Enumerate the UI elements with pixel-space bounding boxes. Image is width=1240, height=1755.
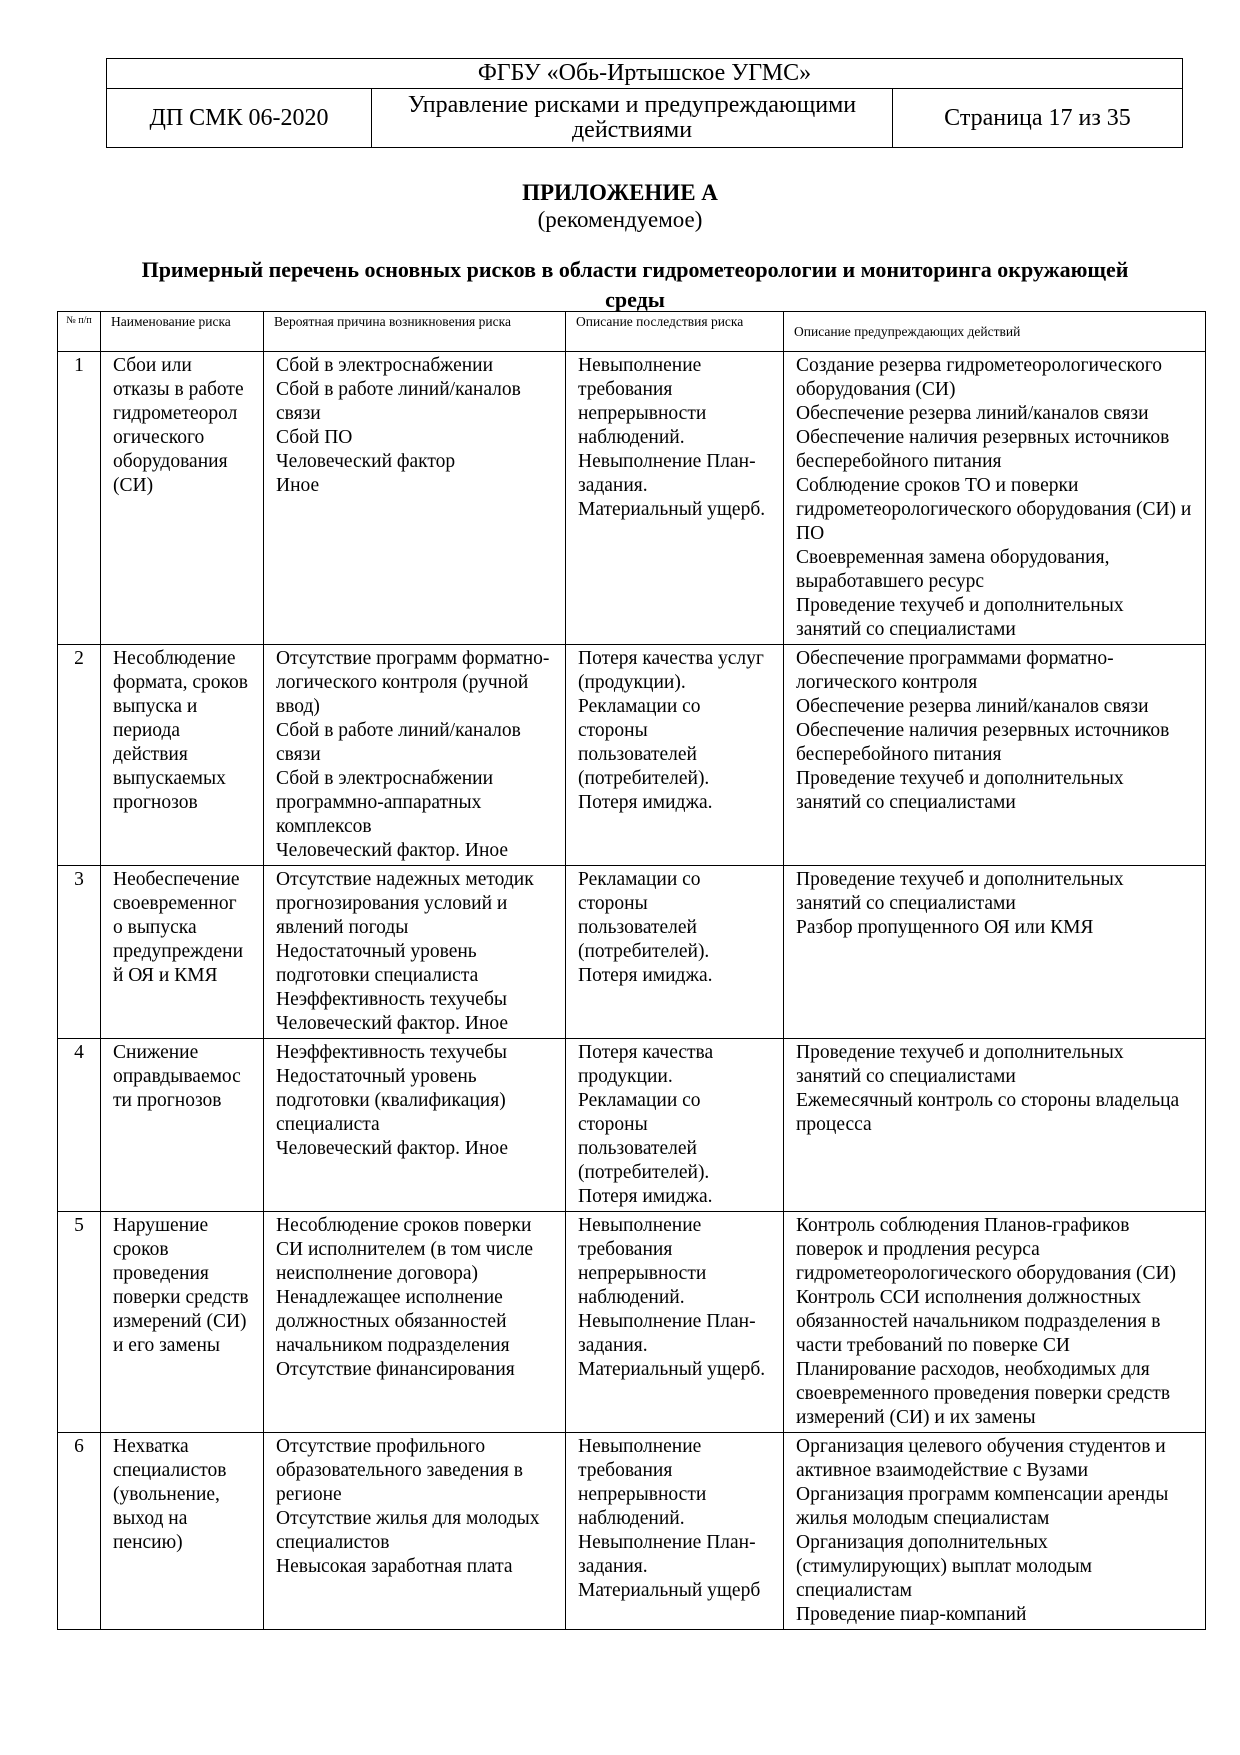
consequence-item: Материальный ущерб.	[578, 499, 766, 520]
consequence-item: Материальный ущерб.	[578, 1359, 766, 1380]
consequence-item: Материальный ущерб	[578, 1580, 761, 1601]
cause-item: Отсутствие финансирования	[276, 1359, 515, 1380]
cause-item: Отсутствие жилья для молодых специалистов	[276, 1508, 540, 1553]
document-header	[106, 58, 1183, 148]
table-header-row	[58, 312, 1206, 352]
action-item: Планирование расходов, необходимых для своевременного проведения поверки средств измерений (СИ) и их замены	[796, 1359, 1171, 1428]
column-header-consequence: Описание последствия риска	[566, 312, 784, 352]
cause-item: Ненадлежащее исполнение должностных обязанностей начальником подразделения	[276, 1287, 510, 1356]
cause-item: Недостаточный уровень подготовки (квалификация) специалиста	[276, 1066, 506, 1135]
table-row	[58, 866, 1206, 1039]
row-number: 3	[58, 866, 101, 1039]
cause-item: Человеческий фактор. Иное	[276, 840, 509, 861]
appendix-heading: Примерный перечень основных рисков в области гидрометеорологии и мониторинга окружающей среды	[141, 257, 1129, 312]
cause-item: Сбой в работе линий/каналов связи	[276, 720, 521, 765]
action-item: Обеспечение наличия резервных источников бесперебойного питания	[796, 720, 1170, 765]
cause-item: Отсутствие профильного образовательного заведения в регионе	[276, 1436, 523, 1505]
risk-name: Несоблюдение формата, сроков выпуска и периода действия выпускаемых прогнозов	[101, 645, 264, 866]
cause-item: Невысокая заработная плата	[276, 1556, 513, 1577]
preventive-actions	[784, 1039, 1206, 1212]
risk-causes	[264, 1039, 566, 1212]
organization-name: ФГБУ «Обь-Иртышское УГМС»	[107, 59, 1183, 89]
risk-consequences	[566, 1433, 784, 1630]
column-header-number: № п/п	[58, 312, 101, 352]
risk-causes	[264, 1212, 566, 1433]
action-item: Ежемесячный контроль со стороны владельца процесса	[796, 1090, 1180, 1135]
action-item: Соблюдение сроков ТО и поверки гидрометеорологического оборудования (СИ) и ПО	[796, 475, 1192, 544]
consequence-item: Рекламации со стороны пользователей (потребителей).	[578, 1090, 710, 1183]
action-item: Организация дополнительных (стимулирующих) выплат молодым специалистам	[796, 1532, 1093, 1601]
action-item: Обеспечение резерва линий/каналов связи	[796, 403, 1149, 424]
cause-item: Сбой в электроснабжении	[276, 355, 494, 376]
risk-name: Нехватка специалистов (увольнение, выход на пенсию)	[101, 1433, 264, 1630]
cause-item: Неэффективность техучебы	[276, 989, 507, 1010]
consequence-item: Потеря имиджа.	[578, 792, 713, 813]
risk-consequences	[566, 1212, 784, 1433]
risk-name: Снижение оправдываемос ти прогнозов	[101, 1039, 264, 1212]
row-number: 4	[58, 1039, 101, 1212]
row-number: 2	[58, 645, 101, 866]
column-header-name: Наименование риска	[101, 312, 264, 352]
cause-item: Неэффективность техучебы	[276, 1042, 507, 1063]
consequence-item: Потеря имиджа.	[578, 965, 713, 986]
table-row	[58, 645, 1206, 866]
consequence-item: Рекламации со стороны пользователей (потребителей).	[578, 696, 710, 789]
risk-causes	[264, 645, 566, 866]
risk-name: Нарушение сроков проведения поверки средств измерений (СИ) и его замены	[101, 1212, 264, 1433]
cause-item: Иное	[276, 475, 320, 496]
consequence-item: Невыполнение требования непрерывности наблюдений.	[578, 1215, 707, 1308]
action-item: Организация программ компенсации аренды жилья молодым специалистам	[796, 1484, 1169, 1529]
consequence-item: Невыполнение План-задания.	[578, 1311, 756, 1356]
appendix-title: ПРИЛОЖЕНИЕ А	[522, 180, 718, 205]
action-item: Обеспечение резерва линий/каналов связи	[796, 696, 1149, 717]
cause-item: Отсутствие надежных методик прогнозирования условий и явлений погоды	[276, 869, 534, 938]
row-number: 5	[58, 1212, 101, 1433]
column-header-actions: Описание предупреждающих действий	[784, 312, 1206, 352]
table-row	[58, 352, 1206, 645]
preventive-actions	[784, 645, 1206, 866]
action-item: Обеспечение программами форматно-логического контроля	[796, 648, 1114, 693]
risk-name: Сбои или отказы в работе гидрометеорол огического оборудования (СИ)	[101, 352, 264, 645]
risk-causes	[264, 352, 566, 645]
cause-item: Сбой в электроснабжении программно-аппаратных комплексов	[276, 768, 494, 837]
action-item: Обеспечение наличия резервных источников бесперебойного питания	[796, 427, 1170, 472]
cause-item: Недостаточный уровень подготовки специалиста	[276, 941, 479, 986]
page-number: Страница 17 из 35	[893, 89, 1183, 148]
consequence-item: Невыполнение План-задания.	[578, 451, 756, 496]
preventive-actions	[784, 1433, 1206, 1630]
document-code: ДП СМК 06-2020	[107, 89, 372, 148]
risk-consequences	[566, 352, 784, 645]
action-item: Проведение пиар-компаний	[796, 1604, 1027, 1625]
column-header-cause: Вероятная причина возникновения риска	[264, 312, 566, 352]
risk-consequences	[566, 1039, 784, 1212]
consequence-item: Невыполнение требования непрерывности наблюдений.	[578, 355, 707, 448]
consequence-item: Потеря имиджа.	[578, 1186, 713, 1207]
action-item: Разбор пропущенного ОЯ или КМЯ	[796, 917, 1094, 938]
consequence-item: Потеря качества продукции.	[578, 1042, 714, 1087]
action-item: Проведение техучеб и дополнительных занятий со специалистами	[796, 869, 1124, 914]
action-item: Организация целевого обучения студентов и активное взаимодействие с Вузами	[796, 1436, 1166, 1481]
preventive-actions	[784, 1212, 1206, 1433]
action-item: Контроль ССИ исполнения должностных обязанностей начальником подразделения в части требований по поверке СИ	[796, 1287, 1161, 1356]
table-row	[58, 1212, 1206, 1433]
risk-consequences	[566, 866, 784, 1039]
action-item: Проведение техучеб и дополнительных занятий со специалистами	[796, 1042, 1124, 1087]
consequence-item: Рекламации со стороны пользователей (потребителей).	[578, 869, 710, 962]
consequence-item: Невыполнение План-задания.	[578, 1532, 756, 1577]
cause-item: Человеческий фактор. Иное	[276, 1138, 509, 1159]
cause-item: Человеческий фактор. Иное	[276, 1013, 509, 1034]
action-item: Контроль соблюдения Планов-графиков поверок и продления ресурса гидрометеорологического оборудования (СИ)	[796, 1215, 1177, 1284]
cause-item: Сбой в работе линий/каналов связи	[276, 379, 521, 424]
row-number: 1	[58, 352, 101, 645]
action-item: Создание резерва гидрометеорологического оборудования (СИ)	[796, 355, 1162, 400]
cause-item: Отсутствие программ форматно-логического контроля (ручной ввод)	[276, 648, 550, 717]
risk-name: Необеспечение своевременног о выпуска предупреждени й ОЯ и КМЯ	[101, 866, 264, 1039]
cause-item: Несоблюдение сроков поверки СИ исполнителем (в том числе неисполнение договора)	[276, 1215, 534, 1284]
risk-consequences	[566, 645, 784, 866]
cause-item: Сбой ПО	[276, 427, 353, 448]
action-item: Проведение техучеб и дополнительных занятий со специалистами	[796, 768, 1124, 813]
preventive-actions	[784, 866, 1206, 1039]
table-row	[58, 1039, 1206, 1212]
action-item: Проведение техучеб и дополнительных занятий со специалистами	[796, 595, 1124, 640]
consequence-item: Невыполнение требования непрерывности наблюдений.	[578, 1436, 707, 1529]
row-number: 6	[58, 1433, 101, 1630]
risk-table	[57, 311, 1206, 1630]
document-title: Управление рисками и предупреждающими действиями	[372, 89, 893, 148]
cause-item: Человеческий фактор	[276, 451, 456, 472]
appendix-subtitle: (рекомендуемое)	[537, 207, 703, 232]
risk-causes	[264, 1433, 566, 1630]
consequence-item: Потеря качества услуг (продукции).	[578, 648, 764, 693]
risk-causes	[264, 866, 566, 1039]
preventive-actions	[784, 352, 1206, 645]
action-item: Своевременная замена оборудования, выработавшего ресурс	[796, 547, 1110, 592]
table-row	[58, 1433, 1206, 1630]
